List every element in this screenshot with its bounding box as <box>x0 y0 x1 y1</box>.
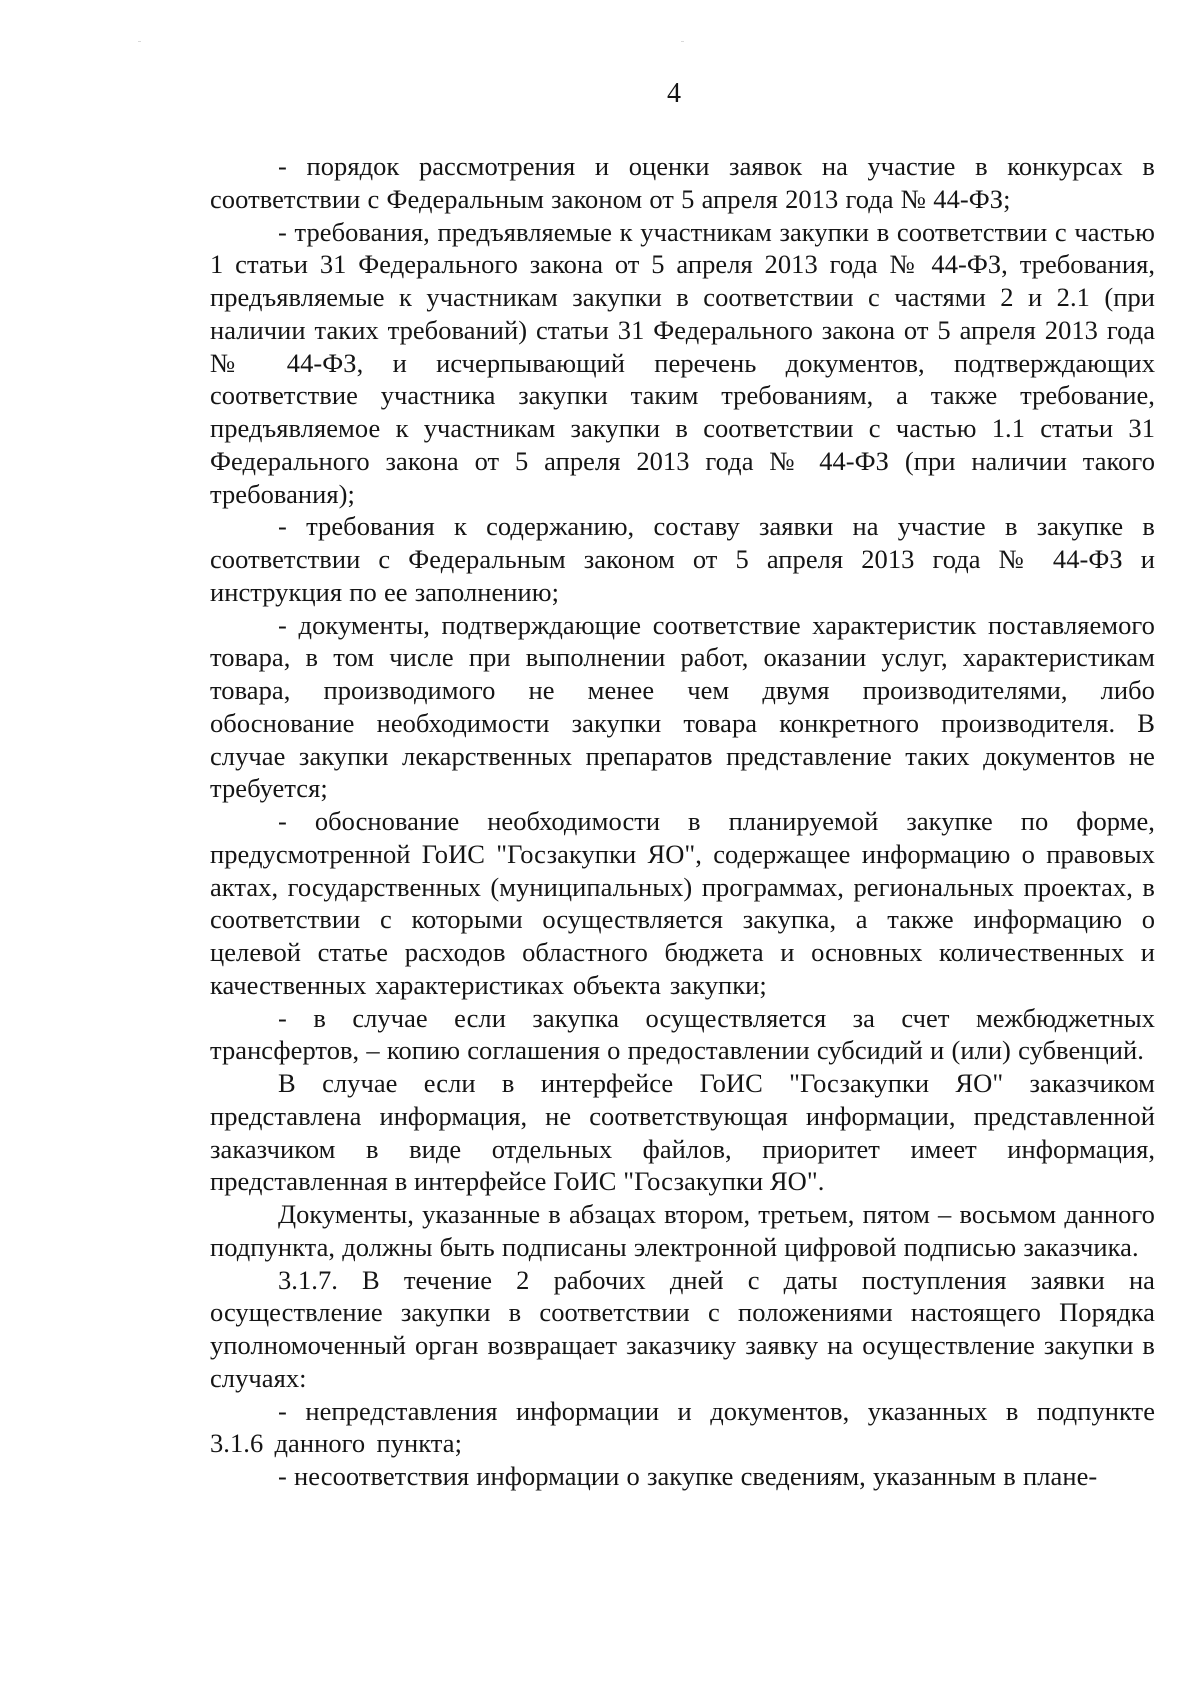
paragraph-application-content: - требования к содержанию, составу заявки на участие в закупке в соответствии с Федеральным законом от 5 апреля 2013 года № 44-ФЗ и инструкция по ее заполнению; <box>210 511 1155 607</box>
paragraph-3-1-7: 3.1.7. В течение 2 рабочих дней с даты поступления заявки на осуществление закупки в соответствии с положениями настоящего Порядка уполномоченный орган возвращает заказчику заявку на осуществление закупки в случаях: <box>210 1264 1155 1393</box>
paragraph-plan-mismatch: - несоответствия информации о закупке сведениям, указанным в плане- <box>278 1461 1098 1491</box>
paragraph-participant-requirements: - требования, предъявляемые к участникам закупки в соответствии с частью 1 статьи 31 Федерального закона от 5 апреля 2013 года № 44-ФЗ, требования, предъявляемые к участникам закупки в соответствии с частями 2 и 2.1 (при наличии таких требований) статьи 31 Федерального закона от 5 апреля 2013 года № 44-ФЗ, и исчерпывающий перечень документов, подтверждающих соответствие участника закупки таким требованиям, а также требование, предъявляемое к участникам закупки в соответствии с частью 1.1 статьи 31 Федерального закона от 5 апреля 2013 года № 44-ФЗ (при наличии такого требования); <box>210 216 1155 509</box>
paragraph-interface-priority: В случае если в интерфейсе ГоИС "Госзакупки ЯО" заказчиком представлена информация, не соответствующая информации, представленной заказчиком в виде отдельных файлов, приоритет имеет информация, представленная в интерфейсе ГоИС "Госзакупки ЯО". <box>210 1068 1155 1197</box>
paragraph-transfers: - в случае если закупка осуществляется за счет межбюджетных трансфертов, – копию соглашения о предоставлении субсидий и (или) субвенций. <box>210 1002 1155 1066</box>
paragraph-goods-characteristics: - документы, подтверждающие соответствие характеристик поставляемого товара, в том числе при выполнении работ, оказании услуг, характеристикам товара, производимого не менее чем двумя производителями, либо обоснование необходимости закупки товара конкретного производителя. В случае закупки лекарственных препаратов представление таких документов не требуется; <box>210 609 1155 804</box>
page-number: 4 <box>667 78 681 109</box>
scan-mark <box>138 41 141 42</box>
document-body <box>210 150 1155 1493</box>
paragraph-signature: Документы, указанные в абзацах втором, третьем, пятом – восьмом данного подпункта, должны быть подписаны электронной цифровой подписью заказчика. <box>210 1199 1155 1262</box>
scan-mark <box>681 41 684 42</box>
paragraph-missing-information: - непредставления информации и документов, указанных в подпункте 3.1.6 данного пункта; <box>210 1395 1155 1459</box>
paragraph-need-justification: - обоснование необходимости в планируемой закупке по форме, предусмотренной ГоИС "Госзакупки ЯО", содержащее информацию о правовых актах, государственных (муниципальных) программах, региональных проектах, в соответствии с которыми осуществляется закупка, а также информацию о целевой статье расходов областного бюджета и основных количественных и качественных характеристиках объекта закупки; <box>210 806 1155 1000</box>
paragraph-consideration-order: - порядок рассмотрения и оценки заявок на участие в конкурсах в соответствии с Федеральным законом от 5 апреля 2013 года № 44-ФЗ; <box>210 151 1155 214</box>
